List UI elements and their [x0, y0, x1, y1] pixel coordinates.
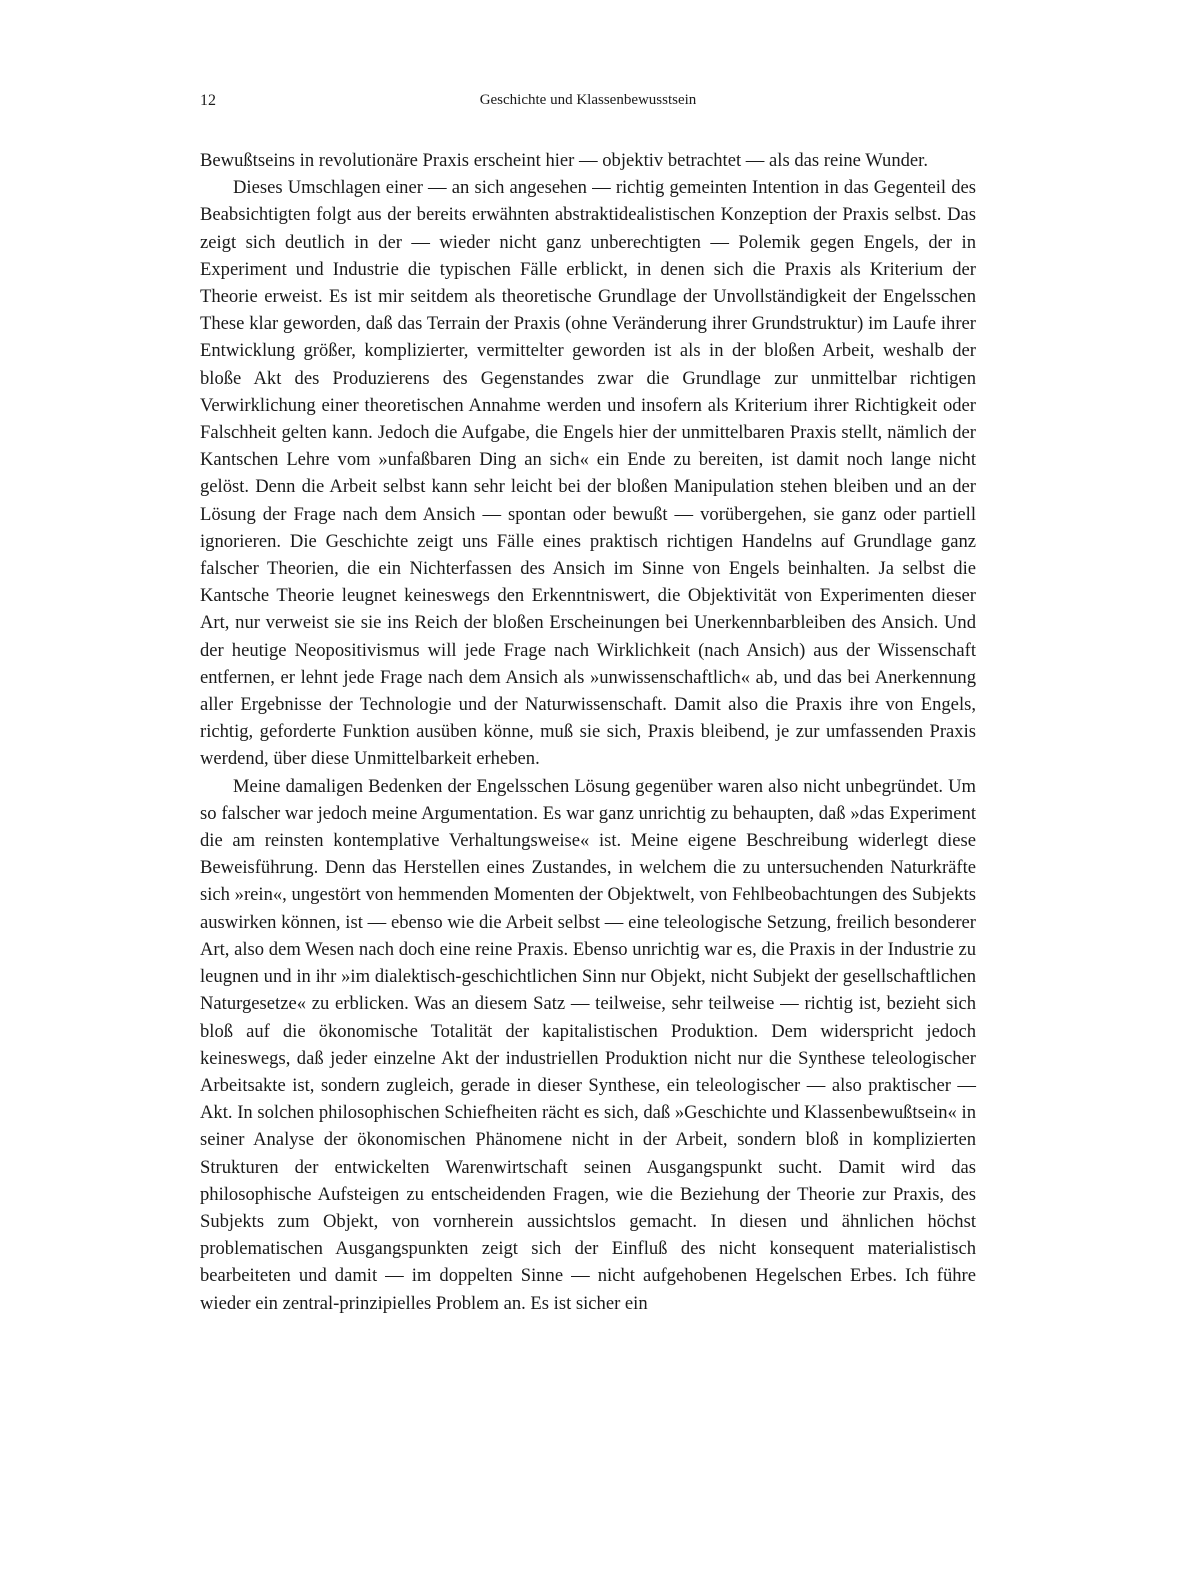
- paragraph-experiment-industrie: Meine damaligen Bedenken der Engelsschen Lösung gegenüber waren also nicht unbegründet. Um so falscher war jedoch meine Argumentation. Es war ganz unrichtig zu behaupten, daß »das Experiment die am reinsten kontemplative Verhaltungsweise« ist. Meine eigene Beschreibung widerlegt diese Beweisführung. Denn das Herstellen eines Zustandes, in welchem die zu untersuchenden Naturkräfte sich »rein«, ungestört von hemmenden Momenten der Objektwelt, von Fehlbeobachtungen des Subjekts auswirken können, ist — ebenso wie die Arbeit selbst — eine teleologische Setzung, freilich besonderer Art, also dem Wesen nach doch eine reine Praxis. Ebenso unrichtig war es, die Praxis in der Industrie zu leugnen und in ihr »im dialektisch-geschichtlichen Sinn nur Objekt, nicht Subjekt der gesellschaftlichen Naturgesetze« zu erblicken. Was an diesem Satz — teilweise, sehr teilweise — richtig ist, bezieht sich bloß auf die ökonomische Totalität der kapitalistischen Produktion. Dem widerspricht jedoch keineswegs, daß jeder einzelne Akt der industriellen Produktion nicht nur die Synthese teleologischer Arbeitsakte ist, sondern zugleich, gerade in dieser Synthese, ein teleologischer — also praktischer — Akt. In solchen philosophischen Schiefheiten rächt es sich, daß »Geschichte und Klassenbewußtsein« in seiner Analyse der ökonomischen Phänomene nicht in der Arbeit, sondern bloß in komplizierten Strukturen der entwickelten Warenwirtschaft seinen Ausgangspunkt sucht. Damit wird das philosophische Aufsteigen zu entscheidenden Fragen, wie die Beziehung der Theorie zur Praxis, des Subjekts zum Objekt, von vornherein aussichtslos gemacht. In diesen und ähnlichen höchst problematischen Ausgangspunkten zeigt sich der Einfluß des nicht konsequent materialistisch bearbeiteten und damit — im doppelten Sinne — nicht aufgehobenen Hegelschen Erbes. Ich führe wieder ein zentral-prinzipielles Problem an. Es ist sicher ein: [200, 775, 976, 1314]
- paragraph-continuation: Bewußtseins in revolutionäre Praxis erscheint hier — objektiv betrachtet — als das reine Wunder.: [200, 150, 928, 171]
- page-header: [200, 92, 976, 116]
- page-number: 12: [200, 92, 216, 109]
- running-title: Geschichte und Klassenbewusstsein: [479, 92, 697, 108]
- body-text: [200, 147, 976, 1317]
- paragraph-praxis-engels: Dieses Umschlagen einer — an sich angesehen — richtig gemeinten Intention in das Gegenteil des Beabsichtigten folgt aus der bereits erwähnten abstraktidealistischen Konzeption der Praxis selbst. Das zeigt sich deutlich in der — wieder nicht ganz unberechtigten — Polemik gegen Engels, der in Experiment und Industrie die typischen Fälle erblickt, in denen sich die Praxis als Kriterium der Theorie erweist. Es ist mir seitdem als theoretische Grundlage der Unvollständigkeit der Engelsschen These klar geworden, daß das Terrain der Praxis (ohne Veränderung ihrer Grundstruktur) im Laufe ihrer Entwicklung größer, komplizierter, vermittelter geworden ist als in der bloßen Arbeit, weshalb der bloße Akt des Produzierens des Gegenstandes zwar die Grundlage zur unmittelbar richtigen Verwirklichung einer theoretischen Annahme werden und insofern als Kriterium ihrer Richtigkeit oder Falschheit gelten kann. Jedoch die Aufgabe, die Engels hier der unmittelbaren Praxis stellt, nämlich der Kantschen Lehre vom »unfaßbaren Ding an sich« ein Ende zu bereiten, ist damit noch lange nicht gelöst. Denn die Arbeit selbst kann sehr leicht bei der bloßen Manipulation stehen bleiben und an der Lösung der Frage nach dem Ansich — spontan oder bewußt — vorübergehen, sie ganz oder partiell ignorieren. Die Geschichte zeigt uns Fälle eines praktisch richtigen Handelns auf Grundlage ganz falscher Theorien, die ein Nichterfassen des Ansich im Sinne von Engels beinhalten. Ja selbst die Kantsche Theorie leugnet keineswegs den Erkenntniswert, die Objektivität von Experimenten dieser Art, nur verweist sie sie ins Reich der bloßen Erscheinungen bei Unerkennbarbleiben des Ansich. Und der heutige Neopositivismus will jede Frage nach Wirklichkeit (nach Ansich) aus der Wissenschaft entfernen, er lehnt jede Frage nach dem Ansich als »unwissenschaftlich« ab, und das bei Anerkennung aller Ergebnisse der Technologie und der Naturwissenschaft. Damit also die Praxis ihre von Engels, richtig, geforderte Funktion ausüben könne, muß sie sich, Praxis bleibend, je zur umfassenden Praxis werdend, über diese Unmittelbarkeit erheben.: [200, 177, 976, 770]
